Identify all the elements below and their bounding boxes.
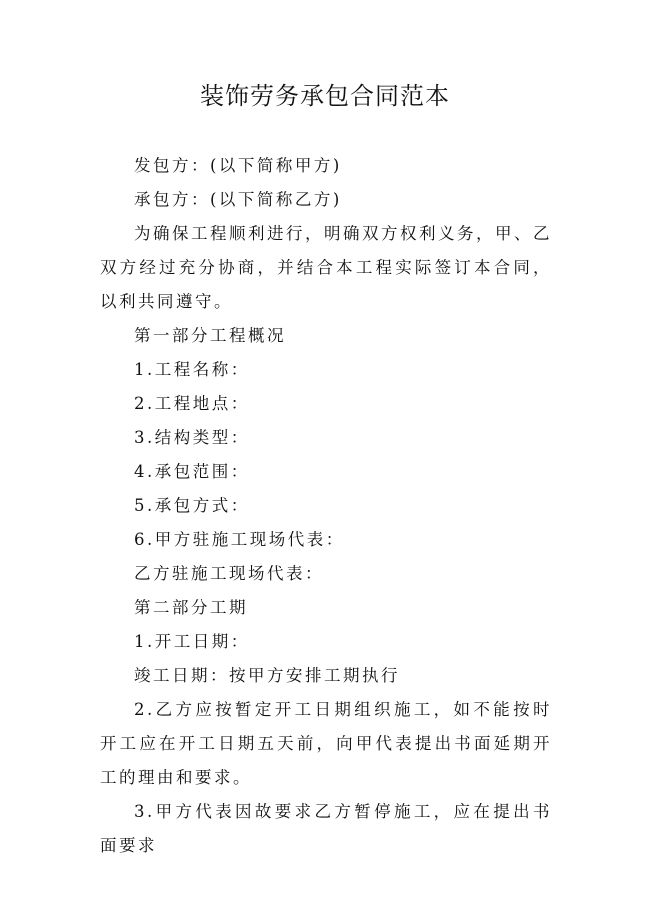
- list-item-contract-scope: 4.承包范围：: [134, 462, 250, 481]
- paragraph-completion-date: 竣工日期：按甲方安排工期执行: [134, 666, 400, 685]
- list-item-start-date: 1.开工日期：: [134, 632, 250, 651]
- list-item-project-location: 2.工程地点：: [134, 394, 250, 413]
- section-heading-schedule: 第二部分工期: [134, 598, 248, 617]
- list-item-project-name: 1.工程名称：: [134, 360, 250, 379]
- paragraph-issuer: 发包方：(以下简称甲方): [134, 156, 342, 175]
- list-item-party-a-representative: 6.甲方驻施工现场代表：: [134, 530, 345, 549]
- document-body: [100, 149, 552, 863]
- list-item-contract-method: 5.承包方式：: [134, 496, 250, 515]
- paragraph-party-b-representative: 乙方驻施工现场代表：: [134, 564, 324, 583]
- document-title: 装饰劳务承包合同范本: [200, 82, 450, 110]
- list-item-structure-type: 3.结构类型：: [134, 428, 250, 447]
- paragraph-contractor: 承包方：(以下简称乙方): [134, 190, 342, 209]
- list-item-delay-notice: 2.乙方应按暂定开工日期组织施工，如不能按时开工应在开工日期五天前，向甲代表提出书面延期开工的理由和要求。: [100, 700, 552, 787]
- section-heading-overview: 第一部分工程概况: [134, 326, 286, 345]
- paragraph-preamble: 为确保工程顺利进行，明确双方权利义务，甲、乙双方经过充分协商，并结合本工程实际签订本合同，以利共同遵守。: [100, 224, 552, 311]
- list-item-suspension: 3.甲方代表因故要求乙方暂停施工，应在提出书面要求: [100, 802, 552, 855]
